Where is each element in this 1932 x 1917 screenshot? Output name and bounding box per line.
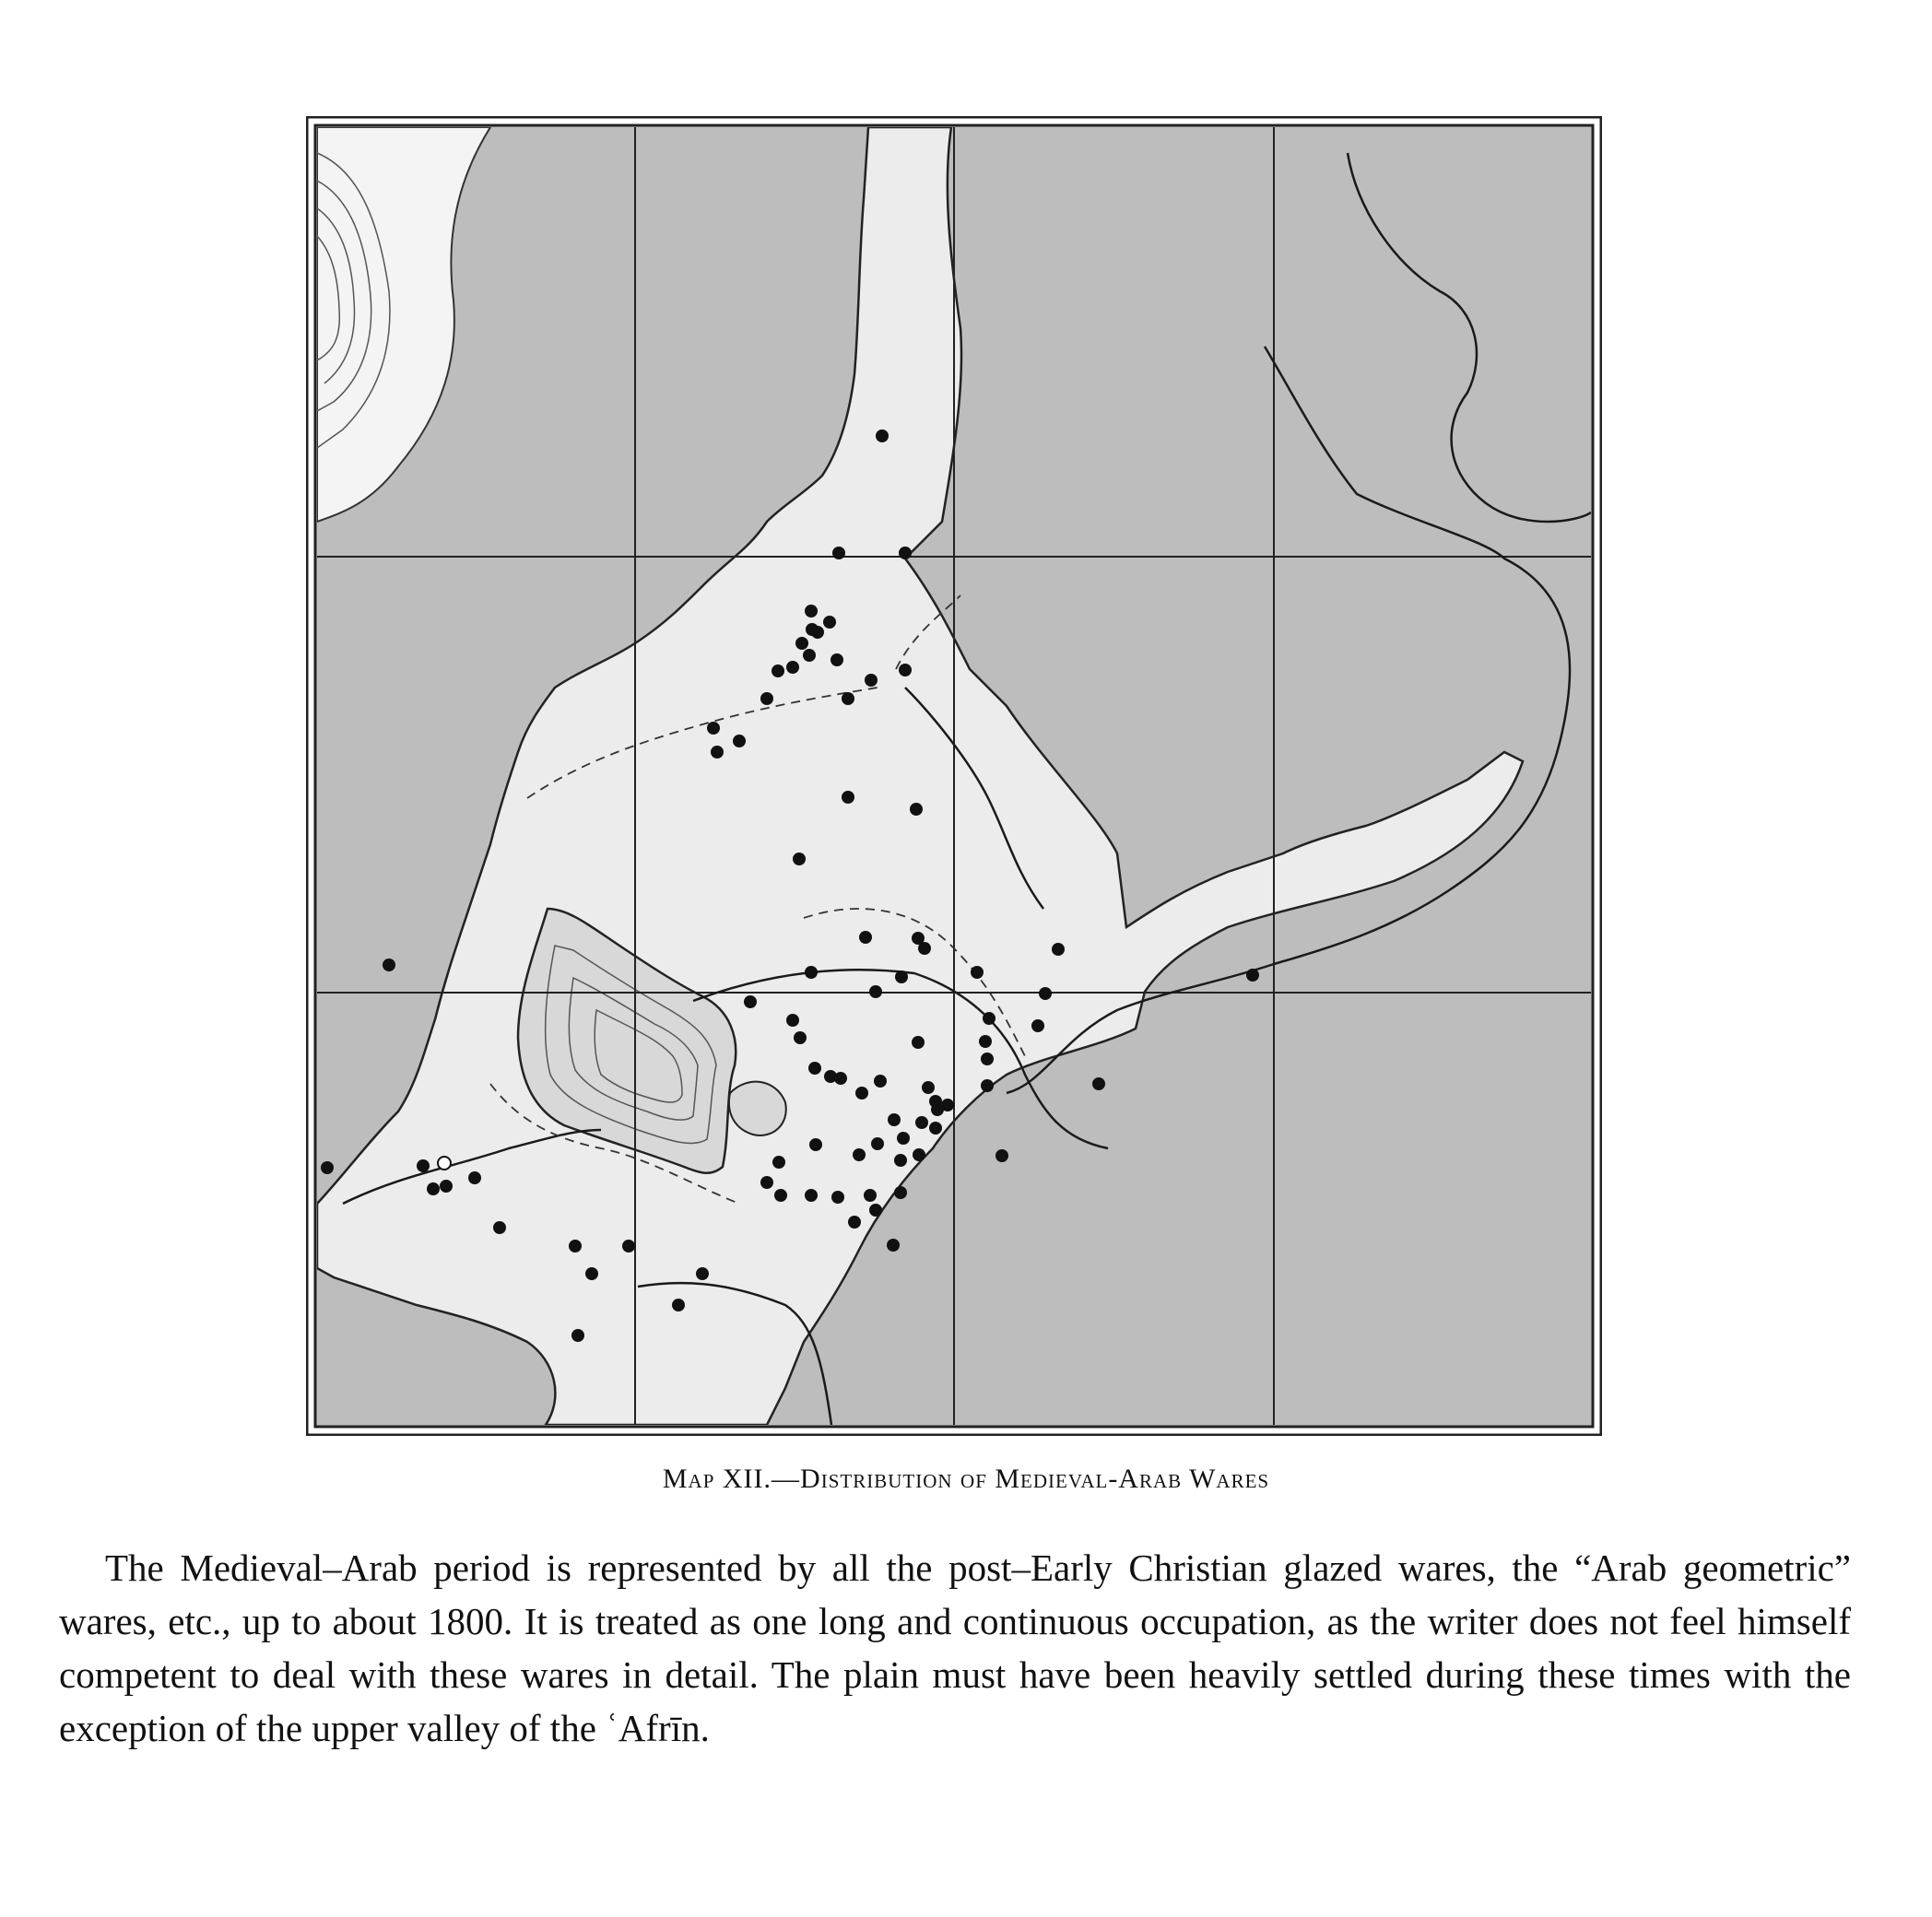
site-marker	[321, 1161, 334, 1174]
site-marker	[808, 1062, 821, 1075]
site-marker	[707, 722, 720, 735]
map-caption-title: —Distribution of Medieval-Arab Wares	[772, 1464, 1270, 1494]
site-marker	[922, 1081, 935, 1094]
site-marker	[981, 1079, 994, 1092]
site-marker	[899, 547, 912, 559]
site-marker	[876, 429, 889, 442]
site-marker	[772, 1156, 785, 1169]
site-marker	[859, 931, 872, 944]
site-marker	[805, 605, 818, 617]
site-marker	[842, 791, 854, 804]
site-marker	[760, 692, 773, 705]
site-marker	[569, 1240, 582, 1253]
site-marker	[971, 966, 984, 979]
map-svg	[306, 116, 1602, 1436]
site-marker	[744, 995, 757, 1008]
site-marker	[1039, 987, 1052, 1000]
site-marker	[1246, 969, 1259, 982]
site-marker	[869, 985, 882, 998]
site-marker	[981, 1053, 994, 1065]
site-marker	[929, 1122, 942, 1135]
site-marker	[440, 1180, 453, 1193]
site-marker	[899, 664, 912, 676]
site-marker	[803, 649, 816, 662]
site-marker	[786, 661, 799, 674]
site-marker	[823, 616, 836, 629]
site-marker	[809, 1138, 822, 1151]
site-marker	[733, 735, 746, 747]
site-marker	[913, 1148, 925, 1161]
site-marker	[1052, 943, 1065, 956]
body-paragraph: The Medieval–Arab period is represented by all the post–Early Christian glazed wares, the “Arab geometric” wares, etc., up to about 1800. It is treated as one long and continuous occupation, as the writer does not feel himself competent to deal with these wares in detail. The plain must have been heavily settled during these times with the exception of the upper valley of the ʿAfrīn.	[59, 1547, 1851, 1749]
site-marker	[834, 1072, 847, 1085]
site-marker	[869, 1204, 882, 1217]
site-marker	[672, 1299, 685, 1311]
site-marker	[760, 1176, 773, 1189]
site-marker	[855, 1087, 868, 1100]
site-marker	[871, 1137, 884, 1150]
site-marker	[915, 1116, 928, 1129]
site-marker	[1092, 1077, 1105, 1090]
site-marker	[1031, 1019, 1044, 1032]
site-marker-open	[438, 1157, 451, 1170]
site-marker	[774, 1189, 787, 1202]
site-marker	[795, 637, 808, 650]
site-marker	[832, 547, 845, 559]
site-marker	[711, 746, 724, 759]
site-marker	[811, 626, 824, 639]
site-marker	[383, 958, 395, 971]
site-marker	[417, 1159, 430, 1172]
site-marker	[910, 803, 923, 816]
site-marker	[794, 1031, 807, 1044]
site-marker	[468, 1171, 481, 1184]
site-marker	[427, 1182, 440, 1195]
site-marker	[585, 1267, 598, 1280]
site-marker	[979, 1035, 992, 1048]
site-marker	[793, 853, 806, 865]
site-marker	[897, 1132, 910, 1145]
site-marker	[864, 1189, 877, 1202]
map-label: Map XII.	[662, 1464, 772, 1494]
site-marker	[941, 1099, 954, 1111]
site-marker	[805, 1189, 818, 1202]
site-marker	[772, 664, 784, 677]
site-marker	[805, 966, 818, 979]
site-marker	[894, 1154, 907, 1167]
map-figure	[306, 116, 1602, 1436]
site-marker	[995, 1149, 1008, 1162]
site-marker	[865, 674, 878, 687]
site-marker	[874, 1075, 887, 1088]
site-marker	[831, 1191, 844, 1204]
site-marker	[912, 1036, 925, 1049]
site-marker	[622, 1240, 635, 1253]
site-marker	[888, 1113, 901, 1126]
site-marker	[983, 1012, 995, 1025]
site-marker	[831, 653, 843, 666]
site-marker	[493, 1221, 506, 1234]
map-caption	[0, 1464, 1932, 1495]
site-marker	[918, 942, 931, 955]
site-marker	[853, 1148, 866, 1161]
site-marker	[895, 970, 908, 983]
site-marker	[887, 1239, 900, 1252]
site-marker	[842, 692, 854, 705]
site-marker	[848, 1216, 861, 1229]
site-marker	[571, 1329, 584, 1342]
site-marker	[786, 1014, 799, 1027]
site-marker	[696, 1267, 709, 1280]
site-marker	[894, 1186, 907, 1199]
